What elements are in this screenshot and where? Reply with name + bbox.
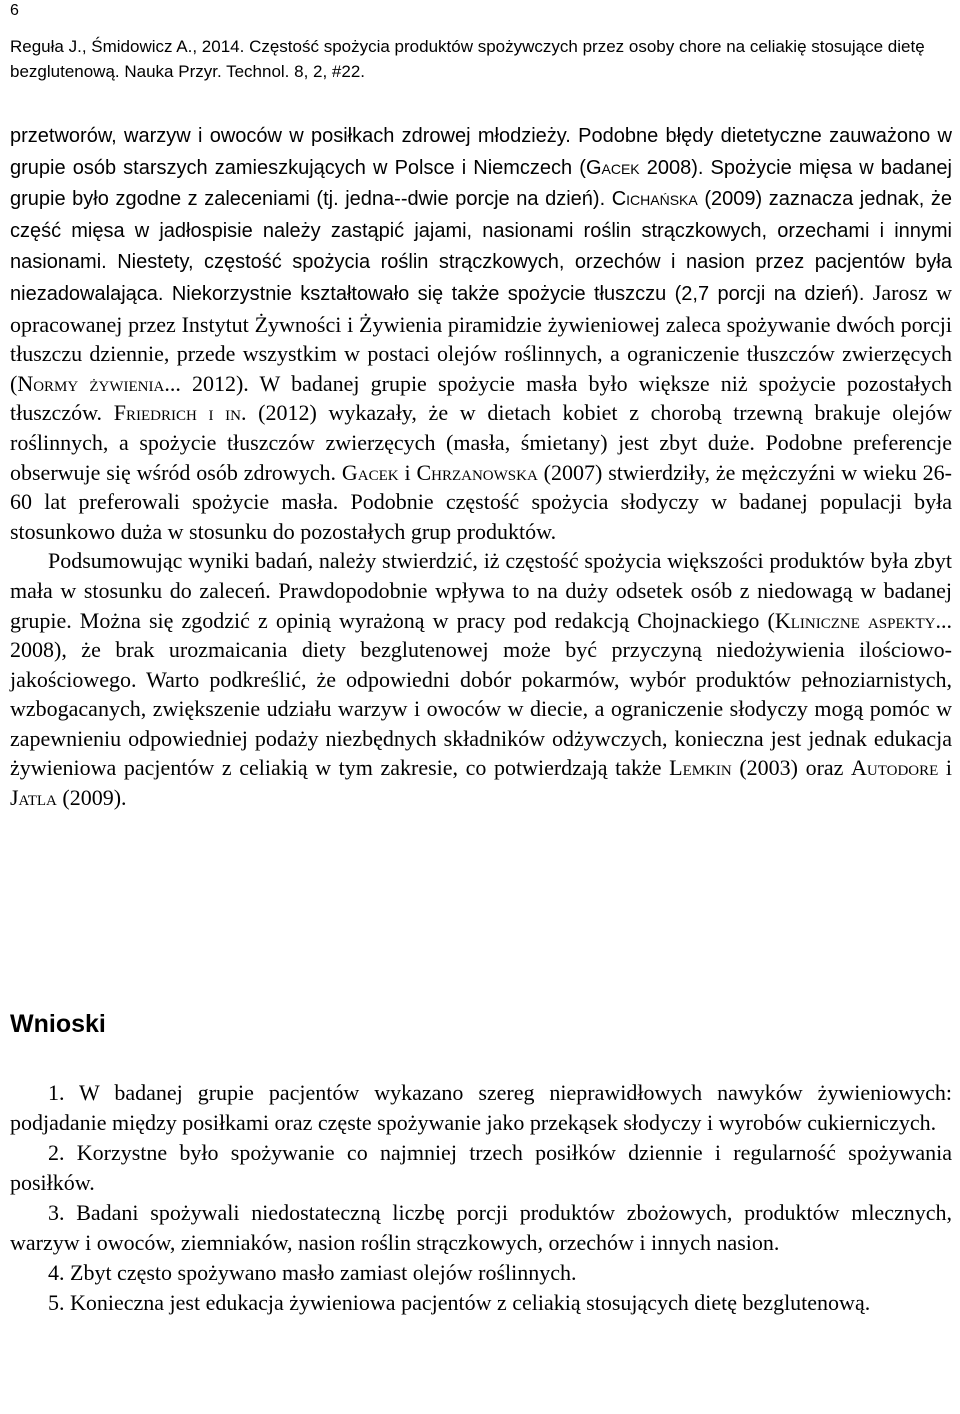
citation-author: Normy żywienia <box>17 370 165 396</box>
text-segment: przetworów, warzyw i owoców w posiłkach zdrowej młodzieży. Podobne błędy dietetyczne zauważono w grupie osób starszych zamieszkujących w Polsce i Niemczech ( <box>10 125 952 179</box>
text-segment: i <box>938 755 952 781</box>
text-segment: (2007) stwierdziły, że mężczyźni w wieku 26-60 lat preferowali spożycie masła. Podobnie częstość spożycia słodyczy w badanej populacji była stosunkowo duża w stosunku do pozostałych grup produktów. <box>10 459 952 544</box>
text-segment: (2012) wykazały, że w dietach kobiet z chorobą trzewną brakuje olejów roślinnych, a spożycie tłuszczów zwierzęcych (masła, śmietany) jest zbyt duże. Podobne preferencje obserwuje się wśród osób zdrowych. <box>10 400 953 485</box>
page-number: 6 <box>10 2 19 19</box>
citation-author: Cichańska <box>611 188 698 211</box>
text-segment: 2008). Spożycie mięsa w badanej grupie było zgodne z zaleceniami (tj. jedna--dwie porcje na dzień). <box>10 156 952 211</box>
citation-author: Friedrich i in. <box>113 400 247 426</box>
text-segment: (2009) zaznacza jednak, że część mięsa w jadłospisie należy zastąpić jajami, nasionami roślin strączkowych, orzechami i innymi nasionami. Niestety, częstość spożycia roślin strączkowych, orzechów i nasion przez pacjentów była niezadowalająca. Niekorzystnie kształtowało się także spożycie tłuszczu (2,7 porcji na dzień). <box>10 188 952 305</box>
body-text <box>10 120 952 813</box>
citation-author: Jatla <box>10 785 57 811</box>
text-segment: ... 2012). W badanej grupie spożycie masła było większe niż spożycie pozostałych tłuszczów. <box>10 370 952 426</box>
paragraph-discussion <box>10 120 952 546</box>
text-segment: Jarosz w opracowanej przez Instytut Żywności i Żywienia piramidzie żywieniowej zaleca spożywanie dwóch porcji tłuszczu dziennie, przede wszystkim w postaci olejów roślinnych, a ograniczenie tłuszczów zwierzęcych ( <box>10 279 952 396</box>
citation-author: Gacek <box>341 459 399 485</box>
conclusion-item: 3. Badani spożywali niedostateczną liczbę porcji produktów zbożowych, produktów mlecznych, warzyw i owoców, ziemniaków, nasion roślin strączkowych, orzechów i innych nasion. <box>10 1200 952 1255</box>
paragraph-summary <box>10 546 952 812</box>
conclusion-item: 1. W badanej grupie pacjentów wykazano szereg nieprawidłowych nawyków żywieniowych: podjadanie między posiłkami oraz częste spożywanie jako przekąsek słodyczy i wyrobów cukierniczych. <box>10 1080 952 1135</box>
citation-author: Kliniczne aspekty <box>774 607 936 633</box>
citation-author: Autodore <box>851 755 939 781</box>
section-heading-conclusions: Wnioski <box>10 1010 106 1038</box>
text-segment: (2003) oraz <box>731 755 852 781</box>
running-head-citation: Reguła J., Śmidowicz A., 2014. Częstość spożycia produktów spożywczych przez osoby chore na celiakię stosujące dietę bezglutenową. Nauka Przyr. Technol. 8, 2, #22. <box>10 37 925 81</box>
text-segment: i <box>398 459 417 485</box>
text-segment: (2009). <box>56 785 127 811</box>
conclusions-list <box>10 1078 952 1318</box>
citation-author: Gacek <box>585 156 640 179</box>
conclusion-item: 2. Korzystne było spożywanie co najmniej trzech posiłków dziennie i regularność spożywania posiłków. <box>10 1140 952 1195</box>
conclusion-item: 4. Zbyt często spożywano masło zamiast olejów roślinnych. <box>48 1260 577 1285</box>
text-segment: ... 2008), że brak urozmaicania diety bezglutenowej może być przyczyną niedożywienia ilościowo-jakościowego. Warto podkreślić, że odpowiedni dobór pokarmów, wybór produktów pełnoziarnistych, wzbogacanych, zwiększenie udziału warzyw i owoców w diecie, a ograniczenie słodyczy mogą pomóc w zapewnieniu odpowiedniej podaży niezbędnych składników odżywczych, konieczna jest jednak edukacja żywieniowa pacjentów z celiakią w tym zakresie, co potwierdzają także <box>10 607 952 781</box>
text-segment: Podsumowując wyniki badań, należy stwierdzić, iż częstość spożycia większości produktów była zbyt mała w stosunku do zaleceń. Prawdopodobnie wpływa to na duży odsetek osób z niedowagą w badanej grupie. Można się zgodzić z opinią wyrażoną w pracy pod redakcją Chojnackiego ( <box>10 548 952 633</box>
conclusion-item: 5. Konieczna jest edukacja żywieniowa pacjentów z celiakią stosujących dietę bezglutenową. <box>48 1290 871 1315</box>
citation-author: Lemkin <box>669 755 732 781</box>
citation-author: Chrzanowska <box>416 459 538 485</box>
